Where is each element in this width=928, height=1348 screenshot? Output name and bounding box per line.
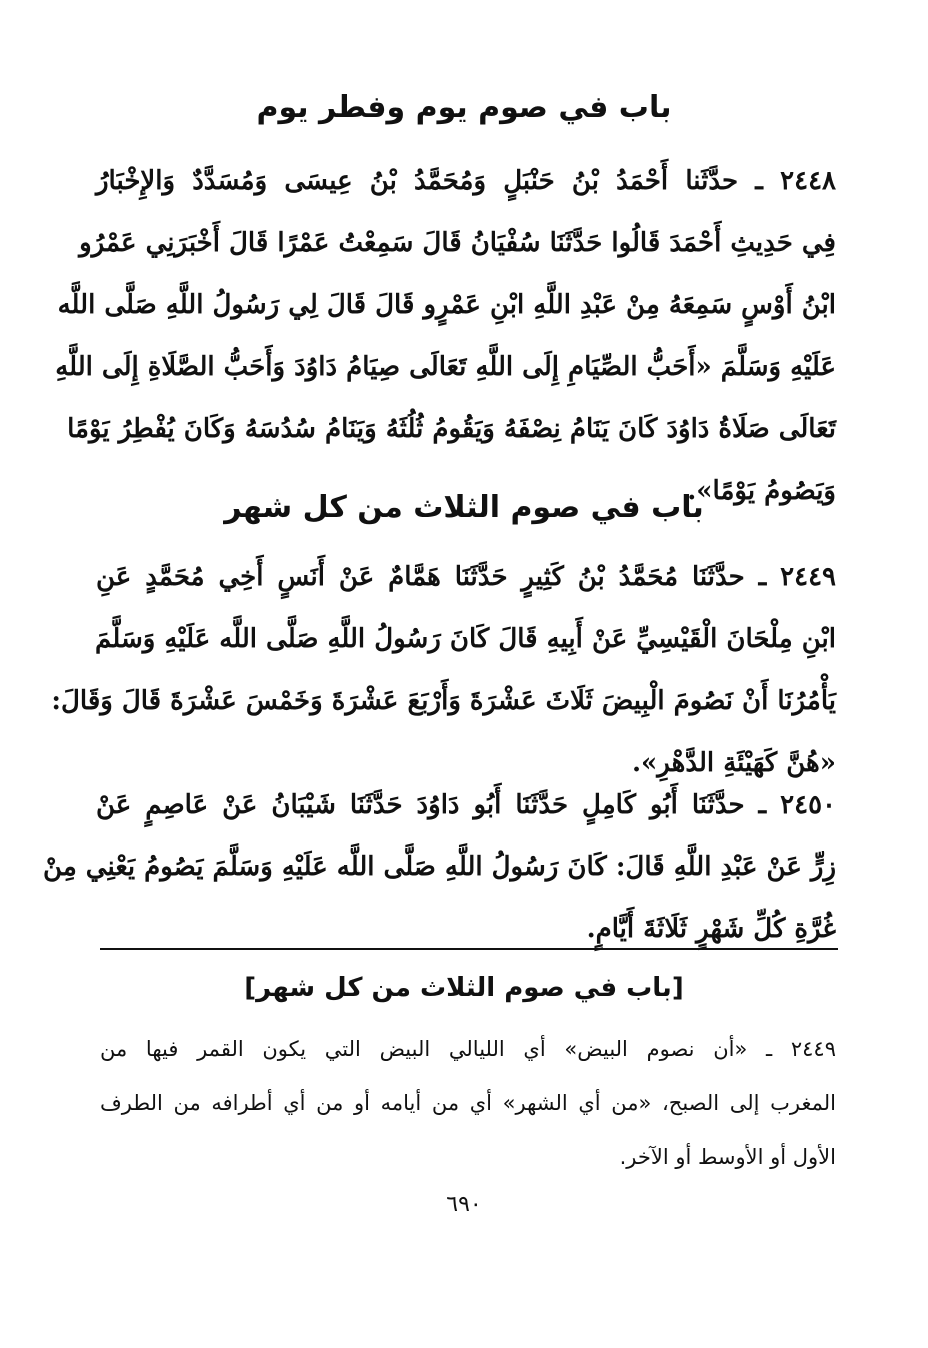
footnote-text xyxy=(100,1022,836,1184)
text-line: ٢٤٤٨ ـ حدَّثَنا أَحْمَدُ بْنُ حَنْبَلٍ وَمُحَمَّدُ بْنُ عِيسَى وَمُسَدَّدٌ وَالإِخْبَارُ xyxy=(96,166,836,196)
footnote-divider xyxy=(100,948,838,950)
text-line: ٢٤٤٩ ـ حدَّثَنَا مُحَمَّدُ بْنُ كَثِيرٍ حَدَّثَنَا هَمَّامٌ عَنْ أَنَسٍ أَخِي مُحَمَّدٍ عَنِ xyxy=(96,562,836,592)
text-line: تَعَالَى صَلَاةُ دَاوُدَ كَانَ يَنَامُ نِصْفَهُ وَيَقُومُ ثُلُثَهُ وَيَنَامُ سُدُسَهُ وَكَانَ يُفْطِرُ يَوْمًا xyxy=(67,414,836,444)
footnote-heading: [باب في صوم الثلاث من كل شهر] xyxy=(244,973,684,1003)
text-line: غُرَّةِ كُلِّ شَهْرٍ ثَلَاثَةَ أَيَّامٍ. xyxy=(586,914,836,944)
chapter-heading: باب في صوم الثلاث من كل شهر xyxy=(224,490,704,525)
text-line: ابْنِ مِلْحَانَ الْقَيْسِيِّ عَنْ أَبِيهِ قَالَ كَانَ رَسُولُ اللَّهِ صَلَّى اللَّه عَلَيْهِ وَسَلَّمَ xyxy=(95,624,836,654)
text-line: زِرٍّ عَنْ عَبْدِ اللَّهِ قَالَ: كَانَ رَسُولُ اللَّهِ صَلَّى اللَّه عَلَيْهِ وَسَلَّمَ يَصُومُ يَعْنِي مِنْ xyxy=(43,852,836,882)
text-line: ٢٤٥٠ ـ حدَّثَنَا أَبُو كَامِلٍ حَدَّثَنَا أَبُو دَاوُدَ حَدَّثَنَا شَيْبَانُ عَنْ عَاصِمٍ عَنْ xyxy=(96,790,836,820)
footnote-line: الأول أو الأوسط أو الآخر. xyxy=(619,1145,836,1169)
footnote-line: المغرب إلى الصبح، «من أي الشهر» أي من أيامه أو من أي أطرافه من الطرف xyxy=(100,1091,836,1115)
text-line: يَأْمُرُنَا أَنْ نَصُومَ الْبِيضَ ثَلَاثَ عَشْرَةَ وَأَرْبَعَ عَشْرَةَ وَخَمْسَ عَشْرَةَ قَالَ وَقَالَ: xyxy=(51,686,836,716)
footnote-line: ٢٤٤٩ ـ «أن نصوم البيض» أي الليالي البيض التي يكون القمر فيها من xyxy=(100,1037,836,1061)
hadith-2448 xyxy=(55,150,836,522)
text-line: وَيَصُومُ يَوْمًا». xyxy=(687,476,836,506)
chapter-heading: باب في صوم يوم وفطر يوم xyxy=(256,90,672,125)
text-line: «هُنَّ كَهَيْئَةِ الدَّهْرِ». xyxy=(631,748,836,778)
text-line: ابْنُ أَوْسٍ سَمِعَهُ مِنْ عَبْدِ اللَّهِ ابْنِ عَمْرٍو قَالَ قَالَ لِي رَسُولُ اللَّهِ صَلَّى اللَّه xyxy=(57,290,836,320)
text-line: فِي حَدِيثِ أَحْمَدَ قَالُوا حَدَّثَنَا سُفْيَانُ قَالَ سَمِعْتُ عَمْرًا قَالَ أَخْبَرَنِي عَمْرُو xyxy=(79,228,836,258)
hadith-2450 xyxy=(43,774,836,960)
text-line: عَلَيْهِ وَسَلَّمَ «أَحَبُّ الصِّيَامِ إِلَى اللَّهِ تَعَالَى صِيَامُ دَاوُدَ وَأَحَبُّ الصَّلَاةِ إِلَى اللَّهِ xyxy=(55,352,836,382)
hadith-2449 xyxy=(51,546,836,794)
page-number: ٦٩٠ xyxy=(446,1192,482,1217)
